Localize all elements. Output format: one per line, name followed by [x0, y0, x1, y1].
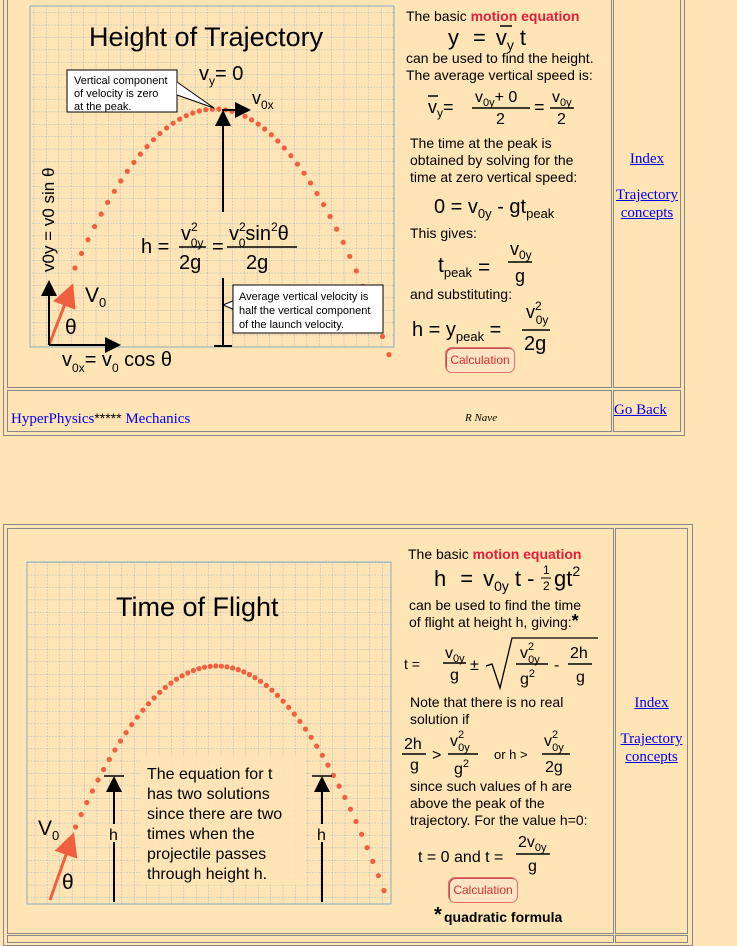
trajectory-dot: [191, 668, 196, 673]
trajectory-dot: [342, 795, 347, 800]
svg-text:or h >: or h >: [494, 747, 528, 762]
trajectory-dot: [269, 132, 274, 137]
trajectory-dot: [247, 672, 252, 677]
trajectory-dot: [337, 784, 342, 789]
trajectory-height-diagram: [9, 0, 409, 380]
trajectory-dot: [341, 240, 346, 245]
trajectory-dot: [157, 131, 162, 136]
panel2-bottom-side-cell: [615, 935, 688, 943]
svg-text:v0y: $v_{0y}$: [552, 89, 572, 109]
trajectory-dot: [138, 152, 143, 157]
trajectory-concepts-link[interactable]: Trajectory concepts: [616, 187, 678, 221]
svg-text:The basic motion equation: The basic motion equation: [408, 546, 582, 562]
trajectory-dot: [354, 268, 359, 273]
trajectory-dot: [197, 108, 202, 113]
trajectory-dot: [334, 227, 339, 232]
trajectory-dot: [219, 664, 224, 669]
trajectory-dot: [321, 202, 326, 207]
svg-text:gt2: $gt^2$: [554, 563, 581, 591]
svg-text:-: -: [554, 657, 560, 674]
theta-symbol: θ: [65, 316, 77, 339]
trajectory-dot: [295, 162, 300, 167]
trajectory-dot: [381, 888, 386, 893]
svg-text:g: g: [515, 266, 526, 286]
trajectory-dot: [380, 334, 385, 339]
svg-text:0 = v0y - gtpeak: $0 = v_{0y} - gt_{peak}$: [434, 196, 555, 221]
desc-line2: has two solutions: [147, 786, 270, 803]
trajectory-dot: [151, 137, 156, 142]
svg-text:2h: 2h: [570, 645, 588, 662]
callout-avg-line2: half the vertical component: [239, 305, 371, 317]
svg-text:v20y: $v^2$ 0y: [181, 220, 204, 250]
author-credit: R Nave: [465, 412, 498, 424]
callout-peak-line3: at the peak.: [74, 101, 132, 113]
trajectory-dot: [152, 695, 157, 700]
trajectory-dot: [249, 117, 254, 122]
svg-text:g2: $g^2$: [520, 668, 536, 688]
svg-text:2: 2: [557, 111, 566, 128]
trajectory-dot: [90, 788, 95, 793]
svg-text:h = ypeak =: $h = y_{peak}$ =: [412, 319, 502, 344]
trajectory-dot: [252, 675, 257, 680]
trajectory-dot: [196, 666, 201, 671]
trajectory-dot: [185, 670, 190, 675]
callout-peak-line1: Vertical component: [74, 75, 168, 87]
trajectory-dot: [79, 251, 84, 256]
svg-text:v0y: $v_{0y}$: [510, 239, 532, 262]
trajectory-dot: [86, 237, 91, 242]
desc-line1: The equation for t: [147, 766, 273, 783]
trajectory-dot: [216, 107, 221, 112]
trajectory-dot: [112, 747, 117, 752]
trajectory-dot: [386, 352, 391, 357]
svg-text:v0x: $v_{0x}$: [252, 88, 274, 112]
desc-line3: since there are two: [147, 806, 283, 823]
svg-text:vy=: $v_y=$: [428, 97, 454, 120]
trajectory-dot: [286, 705, 291, 710]
hyperphysics-link[interactable]: HyperPhysics: [11, 411, 95, 427]
trajectory-dot: [163, 685, 168, 690]
trajectory-dot: [282, 145, 287, 150]
quadratic-formula-link[interactable]: quadratic formula: [444, 909, 563, 925]
svg-text:1: 1: [543, 563, 550, 577]
desc-line4: times when the: [147, 826, 255, 843]
trajectory-dot: [79, 812, 84, 817]
trajectory-dot: [314, 744, 319, 749]
trajectory-dot: [157, 690, 162, 695]
trajectory-dot: [243, 114, 248, 119]
trajectory-dot: [241, 669, 246, 674]
trajectory-dot: [224, 664, 229, 669]
callout-peak-line2: of velocity is zero: [74, 88, 159, 100]
calculation-button[interactable]: Calculation: [445, 347, 515, 373]
svg-text:>: >: [432, 747, 442, 764]
trajectory-dot: [72, 265, 77, 270]
trajectory-dot: [208, 664, 213, 669]
svg-text:h: h: [317, 827, 326, 844]
trajectory-dot: [112, 189, 117, 194]
svg-text:2: 2: [496, 111, 505, 128]
trajectory-dot: [275, 138, 280, 143]
svg-text:V0: $V_0$: [38, 817, 60, 843]
svg-text:can be used to find the time: can be used to find the time: [409, 597, 581, 613]
svg-text:=: =: [534, 97, 545, 117]
trajectory-dot: [236, 667, 241, 672]
trajectory-dot: [297, 719, 302, 724]
svg-text:v20y: $v^2$ 0y: [544, 729, 564, 754]
svg-text:vy= 0: $v_y= 0$: [199, 63, 244, 88]
trajectory-dot: [292, 712, 297, 717]
svg-text:2g: 2g: [179, 252, 202, 274]
trajectory-dot: [213, 663, 218, 668]
svg-text:t = 0 and t =: t = 0 and t =: [418, 849, 504, 866]
trajectory-dot: [99, 212, 104, 217]
trajectory-dot: [180, 673, 185, 678]
trajectory-dot: [177, 117, 182, 122]
trajectory-dot: [370, 859, 375, 864]
svg-text:2: 2: [543, 579, 550, 593]
callout-avg-line1: Average vertical velocity is: [239, 291, 369, 303]
trajectory-dot: [359, 832, 364, 837]
callout-avg-line3: of the launch velocity.: [239, 319, 344, 331]
trajectory-dot: [353, 819, 358, 824]
svg-text:v0x= v0 cos θ: $v_{0x}= v_0$ cos θ: [62, 349, 172, 375]
trajectory-dot: [325, 763, 330, 768]
diagram-title: Height of Trajectory: [89, 22, 324, 52]
time-of-flight-diagram: [10, 550, 410, 925]
svg-text:2g: 2g: [524, 333, 547, 355]
trajectory-dot: [203, 107, 208, 112]
trajectory-dot: [288, 153, 293, 158]
trajectory-dot: [144, 144, 149, 149]
svg-text:2g: 2g: [545, 759, 563, 776]
trajectory-dot: [131, 160, 136, 165]
svg-text:solution if: solution if: [410, 711, 470, 727]
trajectory-dot: [124, 730, 129, 735]
trajectory-dot: [174, 677, 179, 682]
svg-text:h: h: [109, 827, 118, 844]
trajectory-dot: [135, 715, 140, 720]
svg-text:h=v0yt -: $h = v_{0y}$ t -: [434, 566, 535, 594]
trajectory-dot: [348, 807, 353, 812]
svg-text:v20y: $v^2$ 0y: [526, 299, 549, 327]
trajectory-dot: [236, 111, 241, 116]
trajectory-dot: [269, 688, 274, 693]
rating-stars: *****: [94, 410, 122, 426]
svg-text:can be used to find the height: can be used to find the height.: [406, 50, 594, 66]
svg-text:This gives:: This gives:: [410, 225, 477, 241]
trajectory-dot: [118, 178, 123, 183]
trajectory-dot: [264, 683, 269, 688]
svg-text:The basic motion equation: The basic motion equation: [406, 8, 580, 24]
svg-text:g2: $g^2$: [454, 758, 470, 778]
trajectory-dot: [95, 777, 100, 782]
svg-text:time at zero vertical speed:: time at zero vertical speed:: [410, 169, 578, 185]
desc-line6: through height h.: [147, 866, 268, 883]
index-link[interactable]: Index: [629, 151, 665, 167]
svg-text:trajectory. For the value h=0:: trajectory. For the value h=0:: [410, 812, 588, 828]
trajectory-dot: [303, 727, 308, 732]
svg-text:±: ±: [470, 657, 479, 674]
vy-label: v: [199, 63, 209, 85]
svg-text:y=vyt: $y = v_y$ t: [448, 25, 526, 53]
trajectory-concepts-link[interactable]: Trajectory concepts: [620, 731, 683, 765]
go-back-link[interactable]: Go Back: [614, 402, 667, 418]
panel2-bottom-cell: [7, 935, 614, 943]
svg-text:The time at the peak is: The time at the peak is: [410, 135, 552, 151]
trajectory-dot: [184, 113, 189, 118]
trajectory-dot: [230, 665, 235, 670]
trajectory-dot: [281, 699, 286, 704]
trajectory-dot: [105, 200, 110, 205]
svg-text:and substituting:: and substituting:: [410, 286, 512, 302]
footer-links: [11, 410, 190, 428]
index-link[interactable]: Index: [634, 695, 669, 711]
panel1-explanation: [402, 0, 612, 380]
svg-text:tpeak=: $t_{peak}$ =: [438, 254, 491, 280]
panel2-explanation: [402, 540, 608, 930]
trajectory-dot: [140, 708, 145, 713]
svg-text:of flight at height h, giving:: of flight at height h, giving:*: [409, 611, 579, 631]
mechanics-link[interactable]: Mechanics: [121, 411, 191, 427]
trajectory-dot: [202, 665, 207, 670]
trajectory-dot: [190, 110, 195, 115]
trajectory-dot: [84, 800, 89, 805]
trajectory-dot: [314, 191, 319, 196]
calculation-button[interactable]: Calculation: [448, 877, 518, 903]
svg-text:g: g: [450, 667, 459, 684]
trajectory-dot: [320, 753, 325, 758]
svg-text:*: *: [434, 904, 442, 926]
motion-equation-link[interactable]: motion equation: [472, 546, 582, 562]
svg-text:t =: t =: [404, 656, 420, 672]
trajectory-dot: [164, 125, 169, 130]
trajectory-dot: [365, 845, 370, 850]
svg-text:=: =: [212, 236, 224, 258]
trajectory-dot: [258, 679, 263, 684]
svg-text:v0y+ 0: $v_{0y}+ 0$: [475, 89, 518, 109]
svg-text:2h: 2h: [404, 736, 422, 753]
trajectory-dot: [328, 214, 333, 219]
trajectory-dot: [309, 735, 314, 740]
trajectory-dot: [376, 873, 381, 878]
svg-text:The average vertical speed is:: The average vertical speed is:: [406, 67, 593, 83]
trajectory-dot: [73, 824, 78, 829]
trajectory-dot: [347, 254, 352, 259]
trajectory-dot: [171, 121, 176, 126]
trajectory-dot: [262, 126, 267, 131]
diagram-title: Time of Flight: [116, 592, 279, 622]
svg-text:above the peak of the: above the peak of the: [410, 795, 545, 811]
svg-text:2g: 2g: [246, 252, 269, 274]
svg-text:2v0y: $2v_{0y}$: [518, 834, 547, 854]
height-formula: h =: [141, 236, 170, 258]
trajectory-dot: [118, 738, 123, 743]
trajectory-dot: [107, 757, 112, 762]
trajectory-dot: [168, 681, 173, 686]
svg-text:g: g: [528, 858, 537, 875]
svg-text:v20y: $v^2$ 0y: [450, 729, 470, 754]
svg-text:v0y: $v_{0y}$: [445, 645, 465, 665]
svg-text:since such values of h are: since such values of h are: [410, 778, 572, 794]
desc-line5: projectile passes: [147, 846, 267, 863]
v0y-side-label: v0y = v0 sin θ: [39, 167, 58, 272]
svg-text:Note that there is no real: Note that there is no real: [410, 694, 564, 710]
theta-symbol: θ: [62, 871, 74, 894]
svg-text:g: g: [410, 757, 419, 774]
trajectory-dot: [125, 169, 130, 174]
trajectory-dot: [129, 722, 134, 727]
svg-text:v20y: $v^2$ 0y: [520, 641, 540, 666]
svg-text:obtained by solving for the: obtained by solving for the: [410, 152, 574, 168]
trajectory-dot: [308, 180, 313, 185]
trajectory-dot: [256, 122, 261, 127]
trajectory-dot: [101, 767, 106, 772]
svg-text:V0: $V_0$: [85, 284, 107, 310]
trajectory-dot: [92, 224, 97, 229]
trajectory-dot: [146, 701, 151, 706]
trajectory-dot: [275, 693, 280, 698]
svg-text:v20sin2θ: $v^2$ $0\sin^2\theta$: [229, 220, 289, 250]
svg-text:g: g: [576, 669, 585, 686]
motion-equation-link[interactable]: motion equation: [470, 8, 580, 24]
trajectory-dot: [301, 171, 306, 176]
